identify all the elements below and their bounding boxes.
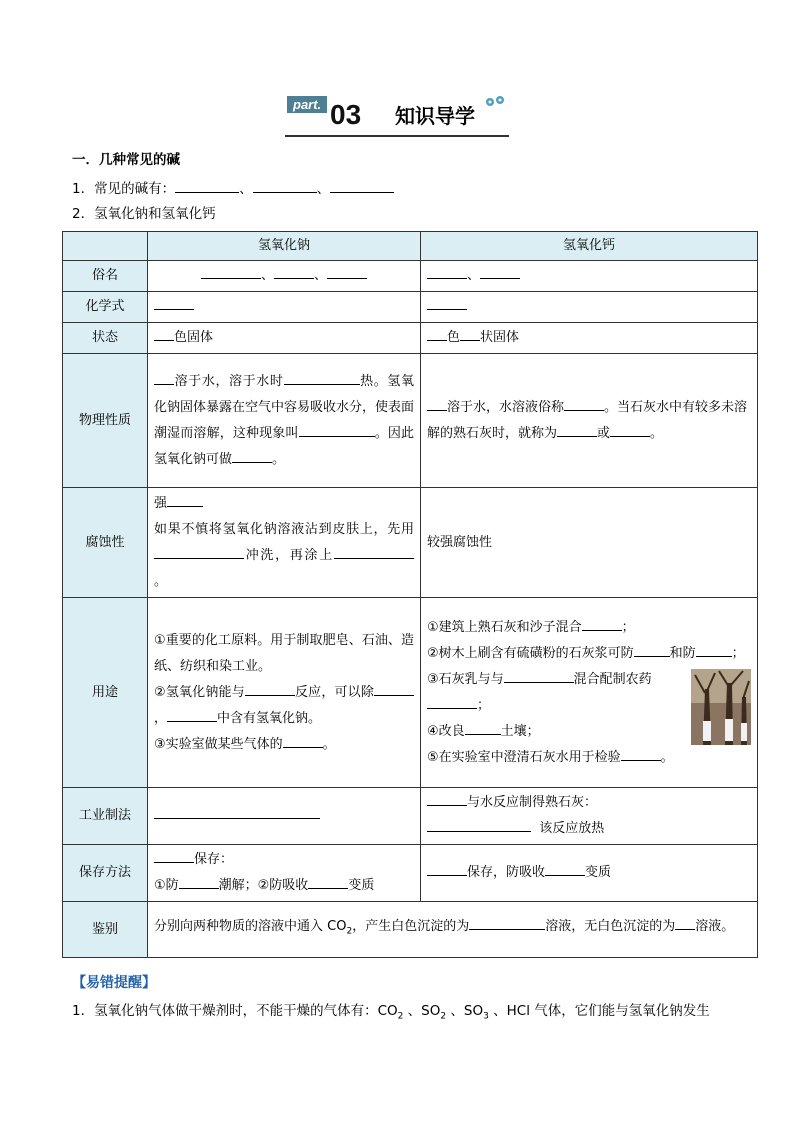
answer-blank[interactable]: [582, 616, 622, 631]
answer-blank[interactable]: [154, 326, 174, 341]
cell-text: ④改良: [427, 723, 465, 739]
row-label-common-name: 俗名: [63, 261, 148, 292]
answer-blank[interactable]: [469, 915, 545, 930]
cell-text: 溶液。: [695, 919, 735, 935]
cell-text: 色固体: [174, 330, 214, 345]
cell-text: 分别向两种物质的溶液中通入 CO: [154, 919, 347, 935]
answer-blank[interactable]: [245, 681, 295, 696]
answer-blank[interactable]: [253, 178, 317, 193]
cell-text: 热。: [359, 373, 388, 389]
answer-blank[interactable]: [283, 733, 323, 748]
cell-text: 色: [447, 330, 461, 345]
separator: 、: [316, 181, 331, 197]
answer-blank[interactable]: [557, 422, 597, 437]
answer-blank[interactable]: [634, 642, 670, 657]
cell-text: ，: [154, 710, 168, 726]
note-text: 1．氢氧化钠气体做干燥剂时，不能干燥的气体有：CO: [72, 1003, 398, 1019]
caoh-common-name: [421, 261, 758, 292]
answer-blank[interactable]: [154, 544, 244, 559]
naoh-corrosive: [148, 488, 421, 598]
answer-blank[interactable]: [460, 326, 480, 341]
cell-text: 强: [154, 495, 168, 511]
answer-blank[interactable]: [504, 668, 574, 683]
cell-text: 反应，可以除: [294, 684, 374, 700]
warning-heading: 【易错提醒】: [72, 975, 156, 991]
subheading-naoh-caoh: 2．氢氧化钠和氢氧化钙: [72, 206, 216, 222]
answer-blank[interactable]: [480, 264, 520, 279]
row-label-formula: 化学式: [63, 292, 148, 323]
answer-blank[interactable]: [427, 694, 477, 709]
naoh-storage: [148, 845, 421, 902]
cell-text: 保存：: [194, 852, 234, 867]
answer-blank[interactable]: [154, 295, 194, 310]
cell-text: 溶液，无白色沉淀的为: [545, 919, 676, 935]
cell-text: ，产生白色沉淀的为: [352, 919, 470, 935]
answer-blank[interactable]: [167, 707, 217, 722]
cell-text: 。: [660, 749, 674, 765]
header-caoh: 氢氧化钙: [421, 232, 758, 261]
part-badge: [285, 95, 369, 135]
cell-text: 该反应放热: [539, 821, 605, 836]
cell-text: 溶于水，溶于水时: [174, 373, 284, 389]
answer-blank[interactable]: [179, 874, 219, 889]
header-underline: [285, 135, 509, 137]
answer-blank[interactable]: [427, 264, 467, 279]
table-row: [63, 323, 758, 354]
answer-blank[interactable]: [154, 370, 174, 385]
cell-text: 。: [272, 451, 286, 467]
cell-text: 土壤；: [500, 723, 540, 739]
subscript: 2: [346, 926, 353, 937]
cell-text: 溶于水，水溶液俗称: [447, 399, 565, 415]
row-label-uses: 用途: [63, 598, 148, 788]
table-row: [63, 261, 758, 292]
cell-text: 。当石灰水中有较多未溶解的熟石灰时，就称为: [427, 399, 748, 441]
answer-blank[interactable]: [427, 861, 467, 876]
cell-text: 氢氧化钠固体暴露在空气中容易吸收水分，使表面潮湿而溶解，这种现象叫: [154, 373, 415, 441]
answer-blank[interactable]: [427, 396, 447, 411]
table-row: [63, 788, 758, 845]
caoh-state: [421, 323, 758, 354]
cell-text: 潮解；②防吸收: [218, 878, 309, 893]
answer-blank[interactable]: [545, 861, 585, 876]
cell-text: ；: [621, 619, 635, 635]
cell-text: 如果不慎将氢氧化钠溶液沾到皮肤上，先用: [154, 521, 414, 537]
part-header: [285, 95, 509, 137]
answer-blank[interactable]: [330, 178, 394, 193]
cell-text: 冲洗，再涂上: [244, 547, 334, 563]
warning-note-1: [72, 999, 710, 1022]
answer-blank[interactable]: [610, 422, 650, 437]
table-row: [63, 292, 758, 323]
row-label-identify: 鉴别: [63, 902, 148, 958]
question-text: 1．常见的碱有：: [72, 181, 176, 197]
answer-blank[interactable]: [232, 448, 272, 463]
row-label-storage: 保存方法: [63, 845, 148, 902]
cell-text: 。因此氢氧化钠可做: [154, 425, 414, 467]
note-text: 、SO: [446, 1003, 484, 1019]
answer-blank[interactable]: [154, 804, 320, 819]
answer-blank[interactable]: [167, 492, 203, 507]
cell-text: ②树木上刷含有硫磺粉的石灰浆可防: [427, 645, 634, 661]
header-naoh: 氢氧化钠: [148, 232, 421, 261]
row-label-state: 状态: [63, 323, 148, 354]
caoh-uses: [421, 598, 758, 788]
table-row: [63, 902, 758, 958]
cell-text: 保存，防吸收: [467, 865, 546, 880]
answer-blank[interactable]: [327, 264, 367, 279]
note-text: 、SO: [403, 1003, 441, 1019]
cell-text: ；: [477, 697, 491, 713]
cell-text: 。: [650, 425, 664, 441]
cell-text: ；: [731, 645, 745, 661]
cell-text: 。: [154, 573, 168, 589]
answer-blank[interactable]: [427, 791, 467, 806]
answer-blank[interactable]: [201, 264, 261, 279]
part-label: part.: [287, 96, 327, 113]
answer-blank[interactable]: [154, 848, 194, 863]
caoh-formula: [421, 292, 758, 323]
answer-blank[interactable]: [696, 642, 732, 657]
cell-text: ②氢氧化钠能与: [154, 684, 245, 700]
row-label-industrial: 工业制法: [63, 788, 148, 845]
whitewashed-trees-photo: [691, 669, 751, 745]
answer-blank[interactable]: [274, 264, 314, 279]
question-common-bases: [72, 178, 394, 198]
naoh-physical: [148, 354, 421, 488]
cell-text: 和防: [669, 645, 696, 661]
naoh-industrial: [148, 788, 421, 845]
section-title: 知识导学: [395, 104, 475, 128]
droplets-icon: [485, 95, 507, 109]
header-blank-cell: [63, 232, 148, 261]
answer-blank[interactable]: [334, 544, 414, 559]
subscript: 2: [397, 1011, 404, 1022]
part-number: 03: [330, 99, 362, 130]
separator: 、: [239, 181, 253, 197]
cell-text: 状固体: [480, 330, 520, 345]
caoh-corrosive: 较强腐蚀性: [421, 488, 758, 598]
cell-text: ①建筑上熟石灰和沙子混合: [427, 619, 582, 635]
subscript: 3: [483, 1011, 489, 1022]
identify-cell: [148, 902, 758, 958]
answer-blank[interactable]: [621, 746, 661, 761]
separator: 、: [260, 268, 274, 283]
cell-text: ③实验室做某些气体的: [154, 736, 283, 752]
answer-blank[interactable]: [564, 396, 604, 411]
separator: 、: [314, 268, 328, 283]
caoh-physical: [421, 354, 758, 488]
naoh-formula: [148, 292, 421, 323]
cell-text: ⑤在实验室中澄清石灰水用于检验: [427, 749, 621, 765]
cell-text: 或: [597, 425, 611, 441]
answer-blank[interactable]: [427, 326, 447, 341]
answer-blank[interactable]: [374, 681, 414, 696]
table-row: [63, 488, 758, 598]
cell-text: 变质: [348, 878, 375, 893]
naoh-uses: [148, 598, 421, 788]
answer-blank[interactable]: [299, 422, 375, 437]
answer-blank[interactable]: [465, 720, 501, 735]
caoh-industrial: [421, 788, 758, 845]
cell-text: ③石灰乳与与: [427, 671, 504, 687]
subscript: 2: [440, 1011, 447, 1022]
answer-blank[interactable]: [284, 370, 360, 385]
naoh-state: [148, 323, 421, 354]
note-text: 、HCl 气体，它们能与氢氧化钠发生: [488, 1003, 710, 1019]
row-label-corrosive: 腐蚀性: [63, 488, 148, 598]
answer-blank[interactable]: [308, 874, 348, 889]
caoh-storage: [421, 845, 758, 902]
answer-blank[interactable]: [175, 178, 239, 193]
answer-blank[interactable]: [427, 817, 531, 832]
table-header-row: [63, 232, 758, 261]
cell-text: 与水反应制得熟石灰：: [467, 795, 598, 810]
table-row: [63, 598, 758, 788]
cell-text: ①防: [154, 878, 179, 893]
heading-common-bases: 一．几种常见的碱: [72, 152, 180, 168]
comparison-table: [62, 231, 758, 958]
naoh-common-name: [148, 261, 421, 292]
answer-blank[interactable]: [675, 915, 695, 930]
table-row: [63, 845, 758, 902]
cell-text: 混合配制农药: [573, 671, 652, 687]
table-row: [63, 354, 758, 488]
cell-text: ①重要的化工原料。用于制取肥皂、石油、造纸、纺织和染工业。: [154, 632, 414, 674]
row-label-physical: 物理性质: [63, 354, 148, 488]
answer-blank[interactable]: [427, 295, 467, 310]
cell-text: 。: [322, 736, 336, 752]
separator: 、: [467, 268, 481, 283]
cell-text: 中含有氢氧化钠。: [217, 710, 322, 726]
cell-text: 变质: [585, 865, 612, 880]
